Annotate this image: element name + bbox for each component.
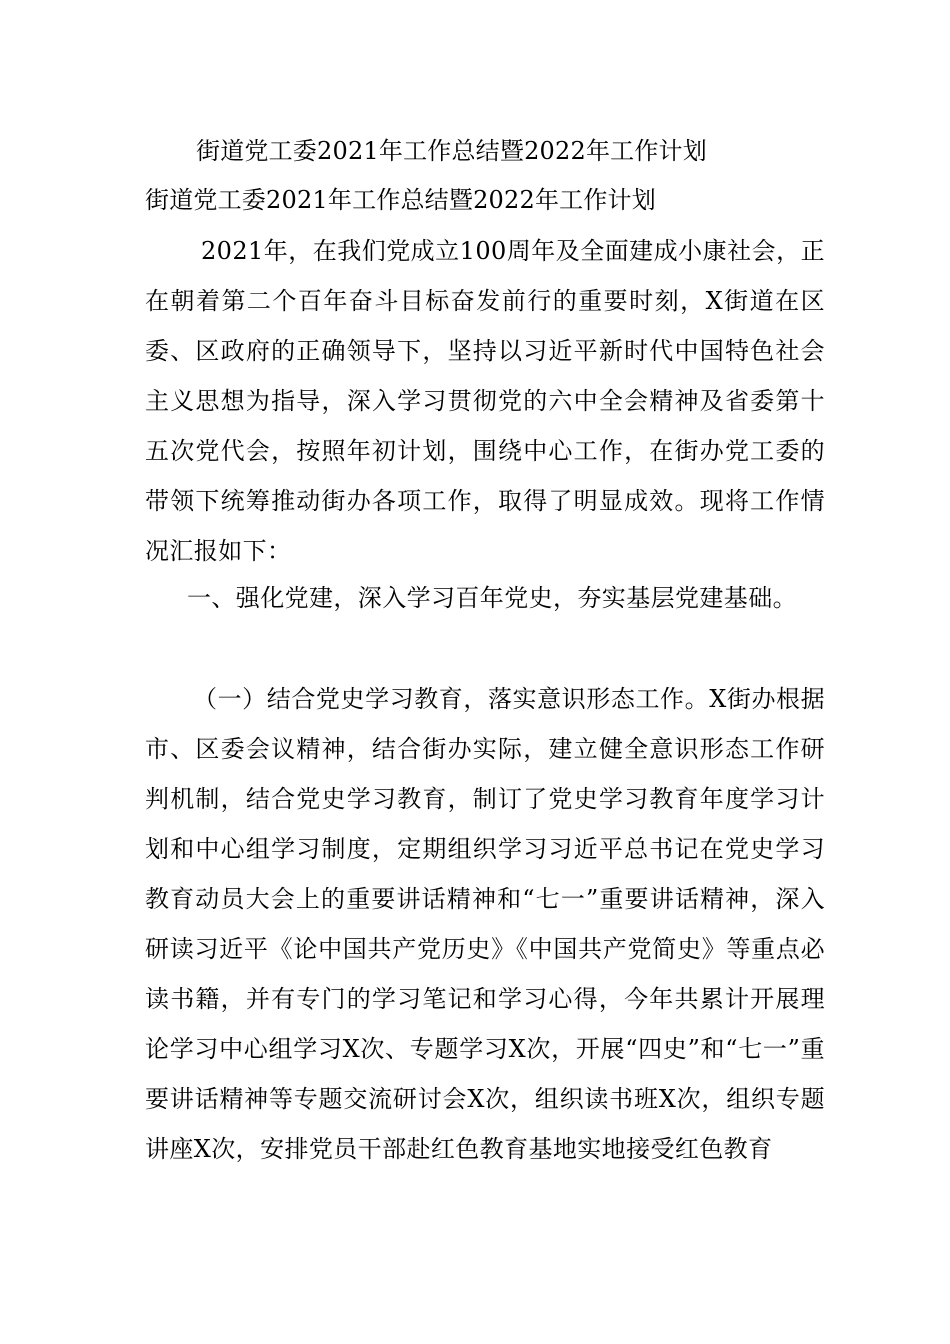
intro-paragraph: 2021年，在我们党成立100周年及全面建成小康社会，正在朝着第二个百年奋斗目标奋发前行的重要时刻，X街道在区委、区政府的正确领导下，坚持以习近平新时代中国特色社会主义思想为指导，深入学习贯彻党的六中全会精神及省委第十五次党代会，按照年初计划，围绕中心工作，在街办党工委的带领下统筹推动街办各项工作，取得了明显成效。现将工作情况汇报如下： xyxy=(145,237,825,565)
section-heading-1: 一、强化党建，深入学习百年党史，夯实基层党建基础。 xyxy=(187,584,797,612)
document-title-primary: 街道党工委2021年工作总结暨2022年工作计划 xyxy=(196,137,707,165)
document-title-secondary: 街道党工委2021年工作总结暨2022年工作计划 xyxy=(145,186,656,214)
subsection-paragraph-1: （一）结合党史学习教育，落实意识形态工作。X街办根据市、区委会议精神，结合街办实际，建立健全意识形态工作研判机制，结合党史学习教育，制订了党史学习教育年度学习计划和中心组学习制度，定期组织学习习近平总书记在党史学习教育动员大会上的重要讲话精神和“七一”重要讲话精神，深入研读习近平《论中国共产党历史》《中国共产党简史》等重点必读书籍，并有专门的学习笔记和学习心得，今年共累计开展理论学习中心组学习X次、专题学习X次，开展“四史”和“七一”重要讲话精神等专题交流研讨会X次，组织读书班X次，组织专题讲座X次，安排党员干部赴红色教育基地实地接受红色教育 xyxy=(145,685,825,1163)
